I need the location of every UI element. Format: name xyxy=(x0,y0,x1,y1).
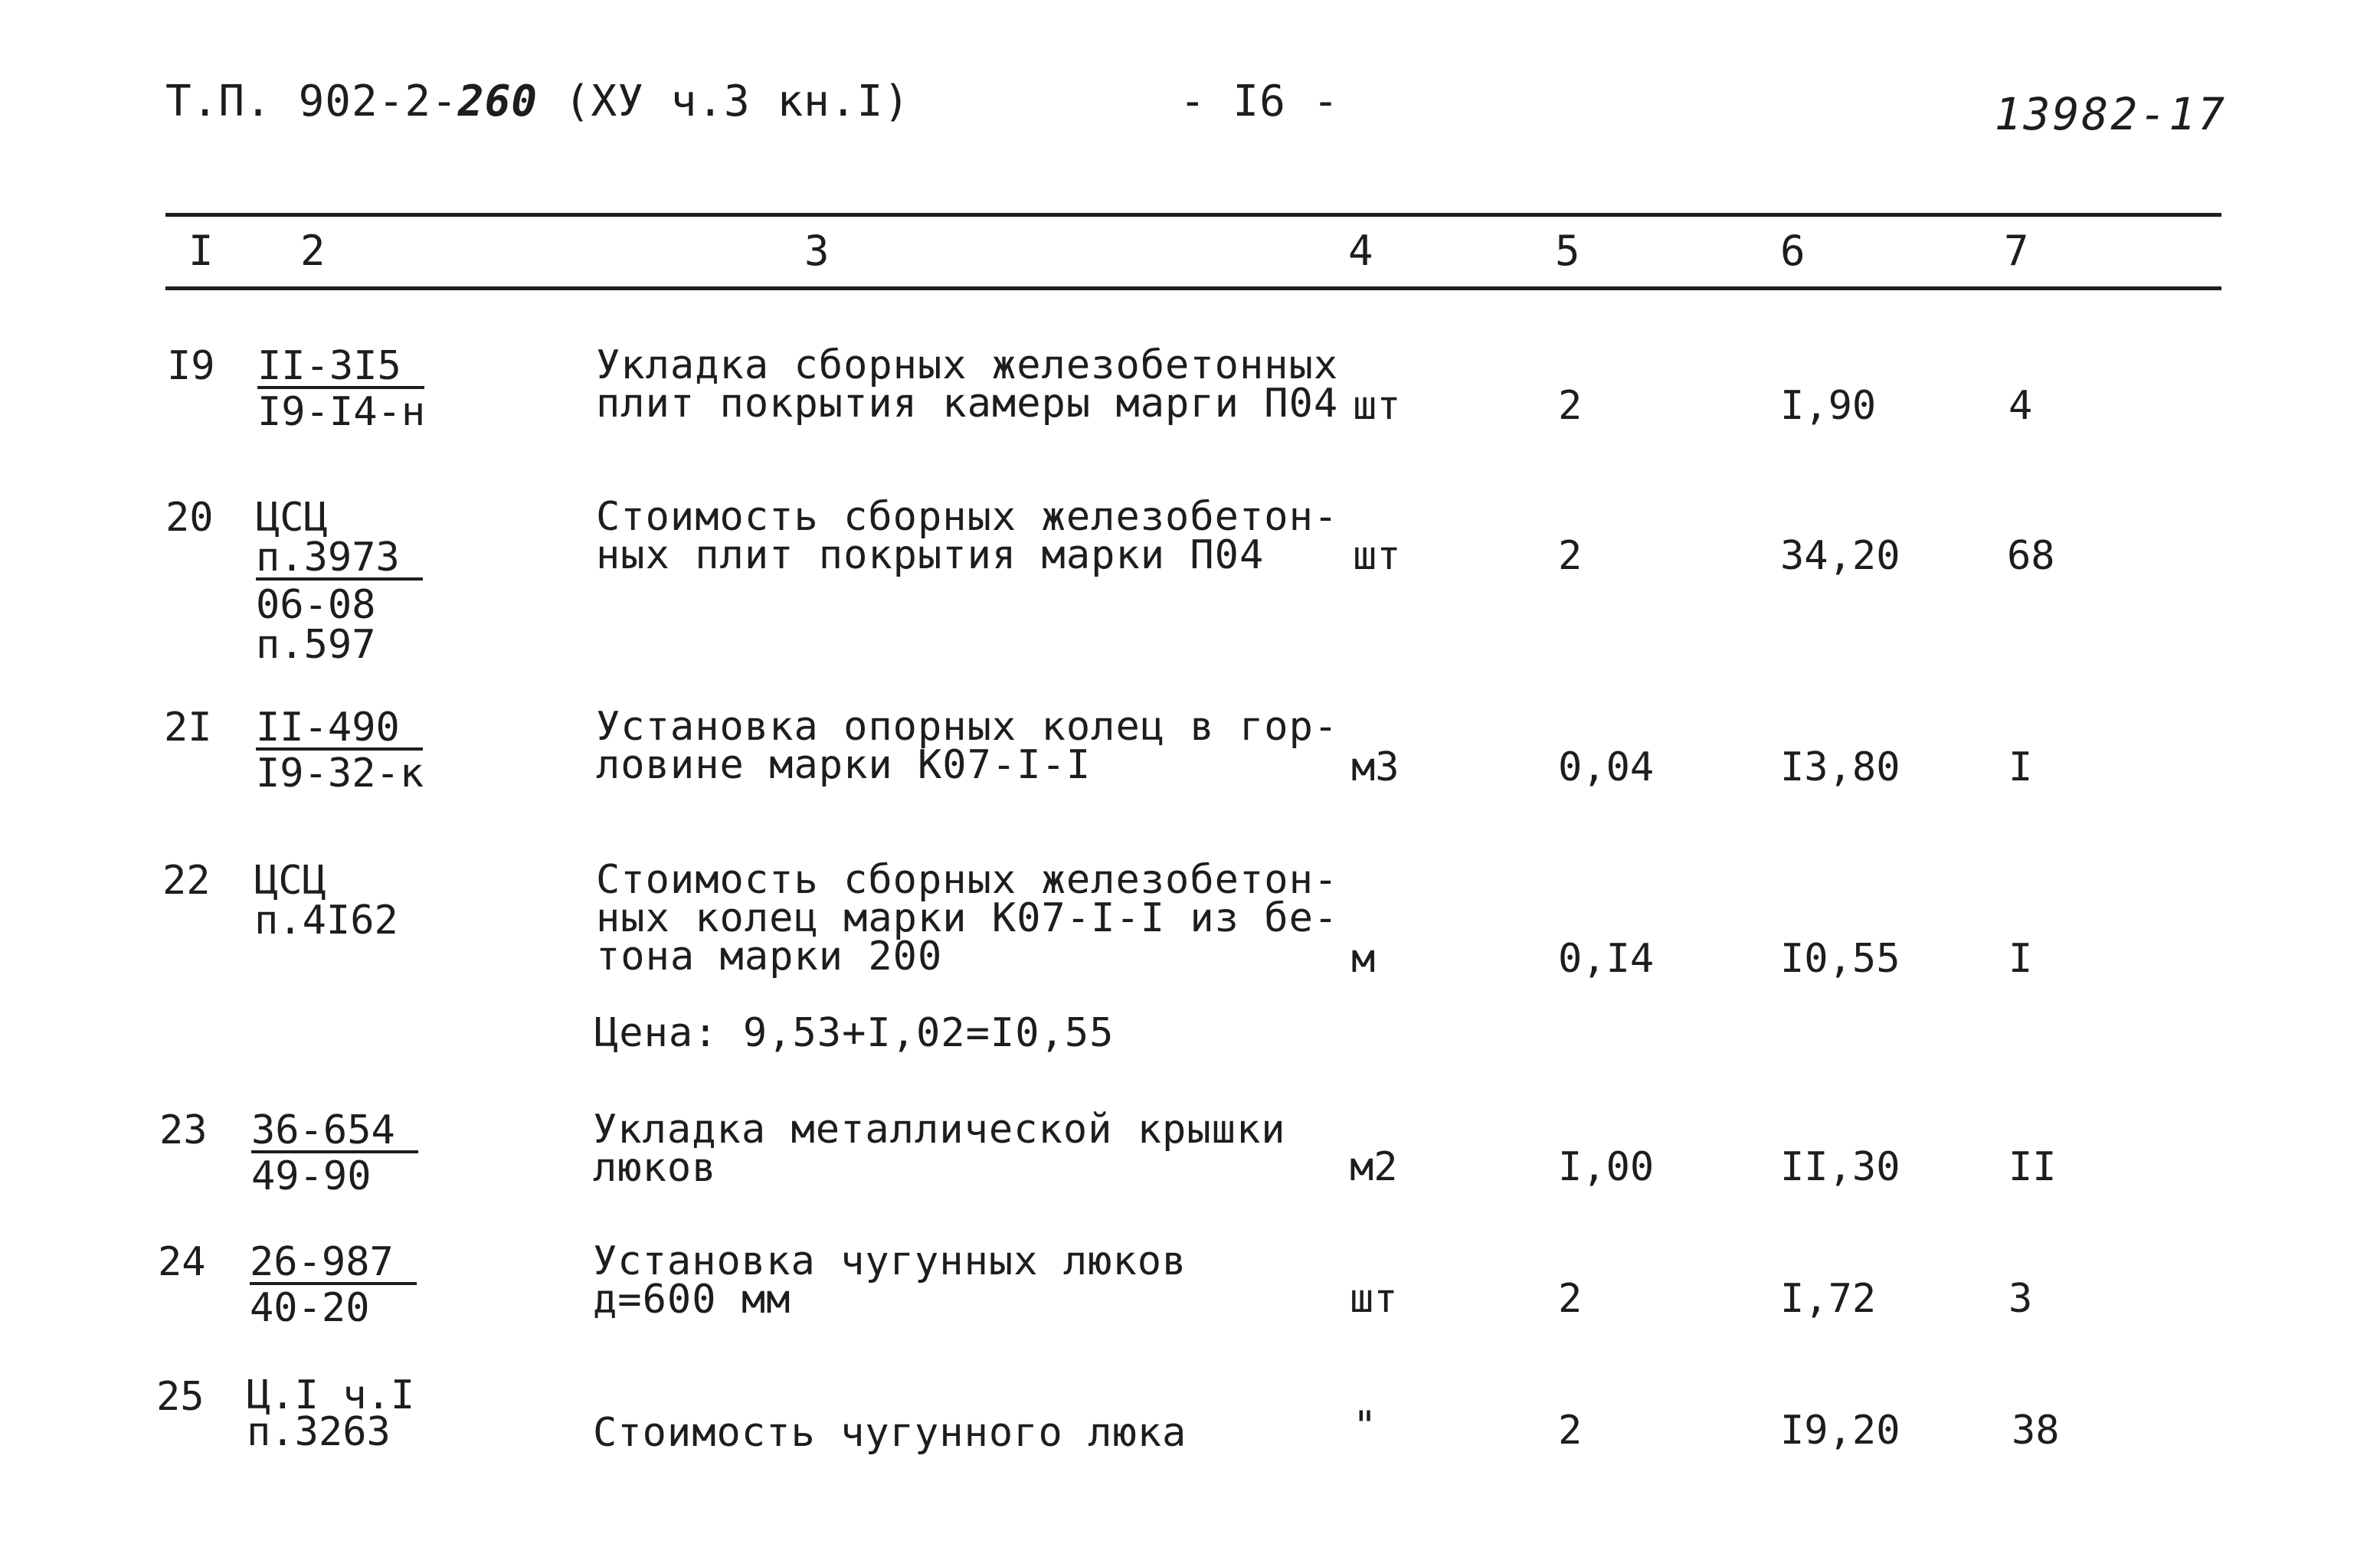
col-header-3: 3 xyxy=(804,227,830,275)
rate-code-line: I9-I4-н xyxy=(257,389,426,435)
description-line: тона марки 200 xyxy=(596,934,943,980)
quantity: I,00 xyxy=(1558,1144,1655,1190)
unit: м3 xyxy=(1351,744,1400,790)
rate-code-line: II-3I5 xyxy=(257,346,424,389)
row-number: 23 xyxy=(159,1107,208,1153)
sheet-code: 13982-17 xyxy=(1994,88,2227,140)
doc-ref-suffix: (ХУ ч.3 кн.I) xyxy=(538,77,911,126)
rate-code xyxy=(256,495,423,668)
document-reference xyxy=(165,77,910,126)
rate-code-line: 06-08 xyxy=(256,582,376,628)
col-header-5: 5 xyxy=(1555,227,1580,275)
work-description xyxy=(593,1238,1187,1323)
rate-code-line: п.3263 xyxy=(247,1409,391,1455)
work-description xyxy=(596,494,1339,578)
description-line: ных колец марки К07-I-I из бе- xyxy=(596,895,1339,941)
rate-code xyxy=(254,858,398,944)
unit: шт xyxy=(1353,383,1401,429)
unit-price: II,30 xyxy=(1780,1144,1900,1190)
rate-code-line: п.597 xyxy=(256,622,376,668)
row-number: 20 xyxy=(165,495,214,541)
rate-code-line: Ц.I ч.I xyxy=(247,1372,415,1418)
quantity: 2 xyxy=(1558,1408,1583,1454)
table-header-rule xyxy=(165,286,2221,290)
description-line: люков xyxy=(593,1145,717,1191)
unit: шт xyxy=(1353,533,1401,579)
quantity: 2 xyxy=(1558,533,1583,579)
unit: " xyxy=(1353,1403,1377,1449)
description-line: Установка опорных колец в гор- xyxy=(596,704,1339,750)
total-cost: I xyxy=(2008,744,2033,790)
row-number: 2I xyxy=(164,705,212,751)
doc-ref-handwritten: 260 xyxy=(457,77,539,126)
rate-code-line: I9-32-к xyxy=(256,751,424,796)
total-cost: 3 xyxy=(2008,1276,2033,1322)
doc-ref-prefix: Т.П. 902-2- xyxy=(165,77,458,126)
unit-price: I3,80 xyxy=(1780,744,1900,790)
description-line: Стоимость чугунного люка xyxy=(593,1410,1187,1456)
rate-code-line: ЦСЦ xyxy=(254,858,326,904)
unit-price: I9,20 xyxy=(1780,1408,1900,1454)
rate-code-line: п.3973 xyxy=(256,538,423,581)
total-cost: I xyxy=(2008,936,2033,982)
total-cost: 68 xyxy=(2007,533,2055,579)
unit: м2 xyxy=(1350,1144,1398,1190)
quantity: 0,04 xyxy=(1558,744,1655,790)
rate-code-line: ЦСЦ xyxy=(256,495,328,541)
col-header-4: 4 xyxy=(1348,227,1373,275)
description-line: д=600 мм xyxy=(593,1277,791,1323)
work-description xyxy=(596,704,1339,788)
col-header-1: I xyxy=(188,227,214,275)
col-header-7: 7 xyxy=(2004,227,2029,275)
rate-code-line: II-490 xyxy=(256,708,423,751)
table-top-rule xyxy=(165,213,2221,217)
rate-code xyxy=(256,705,424,796)
unit: шт xyxy=(1350,1276,1398,1322)
page-number: - I6 - xyxy=(1180,77,1340,126)
row-number: 25 xyxy=(156,1374,205,1420)
rate-code xyxy=(247,1372,415,1455)
total-cost: 38 xyxy=(2012,1408,2060,1454)
rate-code-line: 49-90 xyxy=(251,1153,372,1199)
quantity: 0,I4 xyxy=(1558,936,1655,982)
row-number: 24 xyxy=(158,1239,206,1285)
description-line: ловине марки К07-I-I xyxy=(596,742,1092,788)
unit-price: I,72 xyxy=(1780,1276,1877,1322)
rate-code xyxy=(250,1239,417,1331)
description-line: Укладка сборных железобетонных xyxy=(596,342,1339,388)
total-cost: 4 xyxy=(2008,383,2033,429)
rate-code xyxy=(251,1107,418,1199)
unit-price: I0,55 xyxy=(1780,936,1900,982)
unit: м xyxy=(1351,936,1376,982)
quantity: 2 xyxy=(1558,383,1583,429)
description-line: Стоимость сборных железобетон- xyxy=(596,494,1339,540)
price-note: Цена: 9,53+I,02=I0,55 xyxy=(594,1010,1115,1056)
work-description xyxy=(593,1410,1187,1456)
rate-code-line: п.4I62 xyxy=(254,898,398,944)
rate-code-line: 26-987 xyxy=(250,1242,417,1285)
col-header-2: 2 xyxy=(300,227,326,275)
row-number: I9 xyxy=(167,343,215,389)
quantity: 2 xyxy=(1558,1276,1583,1322)
rate-code-line: 36-654 xyxy=(251,1110,418,1153)
description-line: Установка чугунных люков xyxy=(593,1238,1187,1284)
description-line: Укладка металлической крышки xyxy=(593,1107,1286,1153)
total-cost: II xyxy=(2008,1144,2057,1190)
work-description xyxy=(596,857,1339,980)
description-line: ных плит покрытия марки П04 xyxy=(596,532,1265,578)
work-description xyxy=(596,342,1339,427)
unit-price: I,90 xyxy=(1780,383,1877,429)
unit-price: 34,20 xyxy=(1780,533,1900,579)
work-description xyxy=(593,1107,1286,1191)
rate-code xyxy=(257,343,426,435)
row-number: 22 xyxy=(162,858,211,904)
rate-code-line: 40-20 xyxy=(250,1285,370,1331)
description-line: Стоимость сборных железобетон- xyxy=(596,857,1339,903)
col-header-6: 6 xyxy=(1780,227,1805,275)
description-line: плит покрытия камеры марги П04 xyxy=(596,381,1339,427)
